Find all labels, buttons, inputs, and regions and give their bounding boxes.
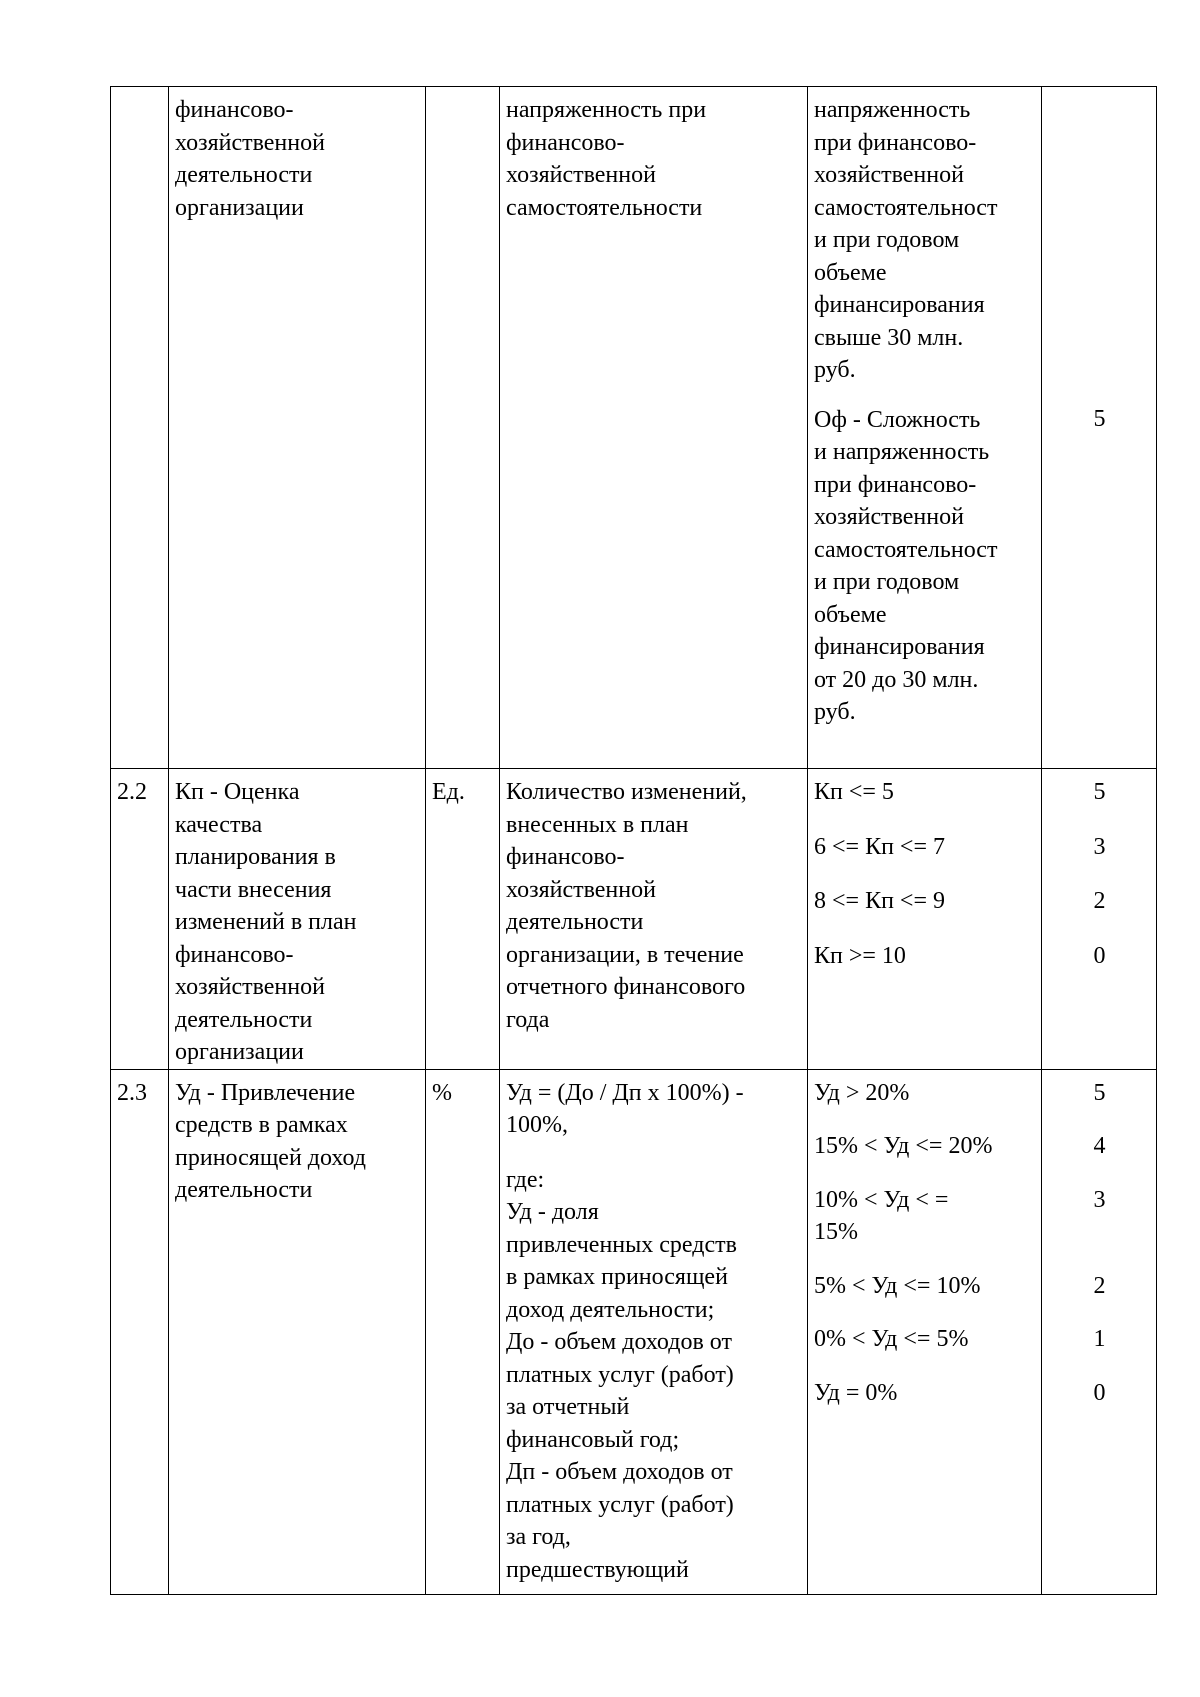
criterion: 6 <= Кп <= 7: [814, 833, 945, 860]
score-cell: [1042, 87, 1157, 769]
criterion: 15% < Уд <= 20%: [814, 1133, 993, 1159]
indicator-cell: [169, 87, 426, 769]
criterion: [814, 404, 1036, 729]
criterion-line: и при годовом: [814, 569, 960, 595]
score-value: 1: [1093, 1326, 1106, 1352]
formula-line: До - объем доходов от: [506, 1329, 732, 1355]
criterion-line: Оф - Сложность: [814, 406, 981, 433]
formula-line: платных услуг (работ): [506, 1361, 734, 1388]
criteria-cell: [808, 769, 1042, 1070]
criterion-line: свыше 30 млн.: [814, 324, 964, 351]
score-value: 4: [1093, 1133, 1106, 1159]
row-number: [111, 87, 169, 769]
indicator-line: финансово-: [175, 941, 294, 968]
formula-line: самостоятельности: [506, 194, 703, 221]
formula-line: где:: [506, 1166, 545, 1193]
score-value: 0: [1093, 942, 1106, 969]
formula-line: деятельности: [506, 909, 644, 935]
criterion-line: при финансово-: [814, 471, 977, 498]
criterion: 8 <= Кп <= 9: [814, 888, 945, 914]
unit-cell: [426, 87, 500, 769]
formula-line: финансово-: [506, 129, 625, 156]
indicator-line: средств в рамках: [175, 1112, 348, 1138]
indicator-line: деятельности: [175, 1177, 313, 1203]
criterion: 0% < Уд <= 5%: [814, 1326, 969, 1352]
formula-line: в рамках приносящей: [506, 1264, 728, 1290]
formula-line: Дп - объем доходов от: [506, 1459, 733, 1485]
formula-line: года: [506, 1006, 550, 1033]
formula-line: Уд = (До / Дп x 100%) -: [506, 1079, 744, 1106]
criterion-line: объеме: [814, 259, 887, 286]
score-value: 3: [1093, 833, 1106, 860]
indicator-line: приносящей доход: [175, 1144, 367, 1171]
score-value: 0: [1093, 1379, 1106, 1406]
criterion-line: при финансово-: [814, 129, 977, 156]
criterion-line: финансирования: [814, 634, 985, 660]
criterion-line: хозяйственной: [814, 162, 964, 188]
formula-line: привлеченных средств: [506, 1231, 737, 1258]
criterion-line: объеме: [814, 601, 887, 628]
indicator-line: планирования в: [175, 844, 336, 870]
criterion: Кп >= 10: [814, 942, 906, 969]
indicator-line: организации: [175, 194, 304, 221]
indicator-line: Уд - Привлечение: [175, 1079, 356, 1106]
formula-line: 100%,: [506, 1112, 568, 1138]
criterion-line: руб.: [814, 699, 856, 725]
indicator-line: деятельности: [175, 1006, 313, 1033]
indicator-cell: [169, 769, 426, 1070]
criterion-line: от 20 до 30 млн.: [814, 666, 979, 693]
score-value: 3: [1093, 1186, 1106, 1213]
criterion: [814, 94, 1036, 387]
criterion-line: самостоятельност: [814, 194, 998, 221]
criteria-cell: [808, 1069, 1042, 1594]
indicator-line: хозяйственной: [175, 129, 325, 156]
criterion: 5% < Уд <= 10%: [814, 1272, 981, 1299]
formula-cell: [500, 769, 808, 1070]
row-number: 2.3: [111, 1069, 169, 1594]
formula-line: Уд - доля: [506, 1199, 599, 1225]
criterion: Уд > 20%: [814, 1079, 910, 1106]
indicator-line: изменений в план: [175, 909, 357, 935]
criteria-cell: [808, 87, 1042, 769]
formula-line: хозяйственной: [506, 876, 656, 903]
row-number: 2.2: [111, 769, 169, 1070]
criterion-line: финансирования: [814, 292, 985, 318]
formula-cell: [500, 1069, 808, 1594]
formula-line: за год,: [506, 1524, 571, 1550]
table-row: [111, 87, 1157, 769]
criterion-line: и при годовом: [814, 227, 960, 253]
formula-line: хозяйственной: [506, 162, 656, 188]
criterion: Кп <= 5: [814, 779, 894, 805]
score-value: 5: [1093, 406, 1106, 432]
score-value: 5: [1093, 779, 1106, 805]
formula-line: организации, в течение: [506, 941, 744, 968]
indicator-line: части внесения: [175, 876, 332, 903]
formula-line: Количество изменений,: [506, 779, 747, 805]
formula-cell: [500, 87, 808, 769]
score-value: 2: [1093, 1272, 1106, 1299]
formula-line: отчетного финансового: [506, 974, 746, 1000]
indicator-line: деятельности: [175, 162, 313, 188]
formula-line: доход деятельности;: [506, 1296, 715, 1323]
unit-cell: %: [426, 1069, 500, 1594]
criterion: Уд = 0%: [814, 1379, 898, 1406]
score-cell: [1042, 769, 1157, 1070]
criterion-line: руб.: [814, 357, 856, 383]
indicator-line: качества: [175, 811, 263, 838]
table-row: [111, 769, 1157, 1070]
indicator-line: Кп - Оценка: [175, 779, 300, 805]
score-value: 5: [1093, 1079, 1106, 1106]
formula-line: платных услуг (работ): [506, 1491, 734, 1518]
indicator-line: хозяйственной: [175, 974, 325, 1000]
criterion: 10% < Уд < =: [814, 1186, 949, 1213]
indicator-cell: [169, 1069, 426, 1594]
criterion-line: и напряженность: [814, 439, 990, 465]
criterion: 15%: [814, 1219, 858, 1245]
formula-line: напряженность при: [506, 97, 707, 123]
criteria-table: [110, 86, 1157, 1595]
criterion-line: хозяйственной: [814, 504, 964, 530]
score-value: 2: [1093, 888, 1106, 914]
formula-line: внесенных в план: [506, 811, 689, 838]
score-cell: [1042, 1069, 1157, 1594]
formula-line: за отчетный: [506, 1394, 630, 1420]
criterion-line: самостоятельност: [814, 536, 998, 563]
indicator-line: финансово-: [175, 97, 294, 123]
indicator-line: организации: [175, 1039, 304, 1065]
unit-cell: Ед.: [426, 769, 500, 1070]
formula-line: финансовый год;: [506, 1426, 680, 1453]
table-row: [111, 1069, 1157, 1594]
formula-line: предшествующий: [506, 1556, 689, 1583]
criterion-line: напряженность: [814, 97, 971, 123]
formula-line: финансово-: [506, 844, 625, 870]
